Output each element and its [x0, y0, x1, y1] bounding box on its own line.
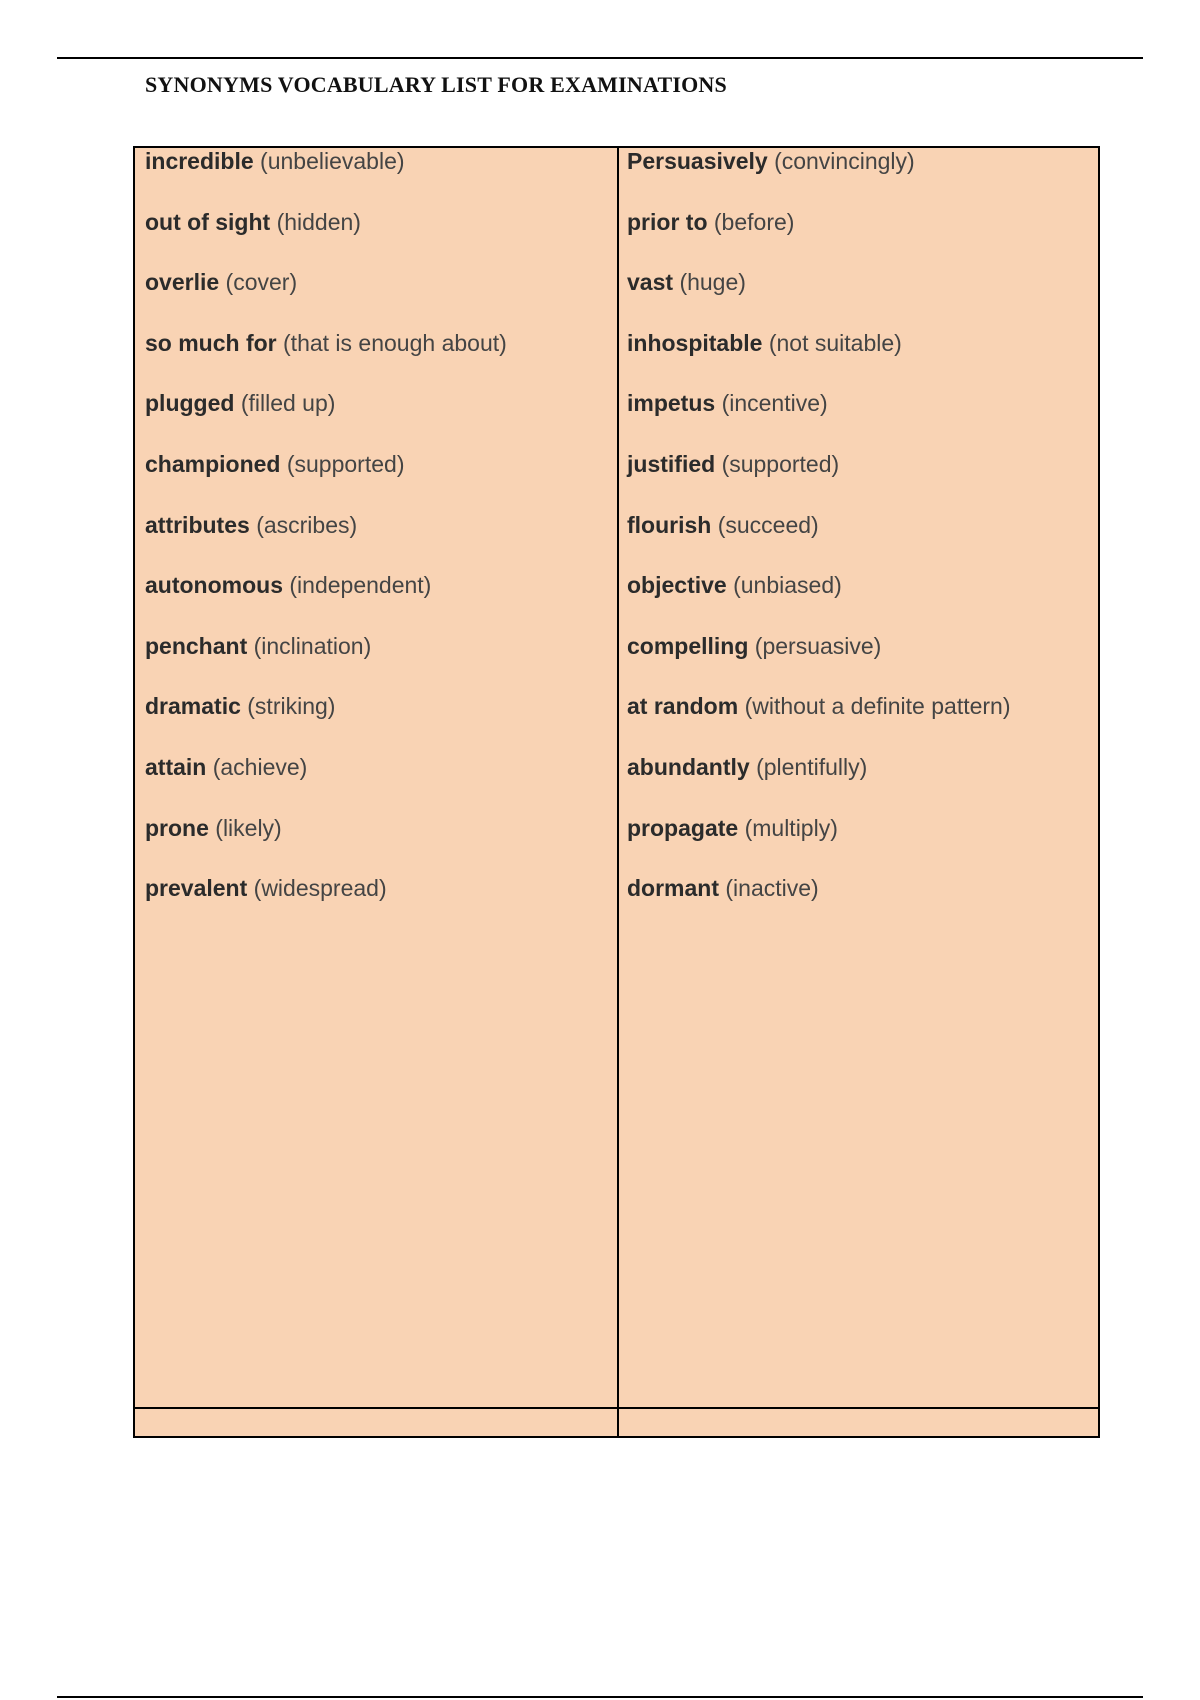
- vocabulary-entry: [145, 815, 610, 876]
- vocabulary-entry: [627, 693, 1092, 754]
- footer-row-divider: [135, 1407, 1098, 1409]
- vocabulary-synonym: (huge): [679, 269, 746, 296]
- vocabulary-synonym: (filled up): [240, 390, 336, 417]
- vocabulary-entry: [145, 693, 610, 754]
- vocabulary-synonym: (multiply): [744, 814, 838, 841]
- vocabulary-term: so much for: [145, 329, 277, 356]
- vocabulary-term: prone: [145, 814, 209, 841]
- vocabulary-term: flourish: [627, 511, 712, 538]
- vocabulary-synonym: (unbiased): [733, 572, 842, 599]
- left-vocabulary-column: [145, 148, 610, 936]
- vocabulary-term: overlie: [145, 269, 220, 296]
- vocabulary-synonym: (supported): [721, 450, 840, 477]
- vocabulary-term: inhospitable: [627, 329, 763, 356]
- vocabulary-entry: [145, 754, 610, 815]
- vocabulary-term: dramatic: [145, 693, 241, 720]
- vocabulary-entry: [627, 633, 1092, 694]
- vocabulary-term: penchant: [145, 632, 248, 659]
- vocabulary-synonym: (supported): [286, 450, 405, 477]
- right-vocabulary-column: [627, 148, 1092, 936]
- vocabulary-term: attain: [145, 753, 207, 780]
- vocabulary-entry: [627, 815, 1092, 876]
- vocabulary-term: objective: [627, 572, 727, 599]
- vocabulary-synonym: (likely): [215, 814, 282, 841]
- vocabulary-synonym: (not suitable): [768, 329, 902, 356]
- vocabulary-entry: [627, 330, 1092, 391]
- vocabulary-entry: [627, 390, 1092, 451]
- vocabulary-synonym: (persuasive): [754, 632, 882, 659]
- vocabulary-synonym: (succeed): [717, 511, 819, 538]
- vocabulary-synonym: (independent): [289, 572, 432, 599]
- vocabulary-synonym: (striking): [247, 693, 336, 720]
- vocabulary-entry: [145, 390, 610, 451]
- vocabulary-synonym: (widespread): [253, 875, 387, 902]
- vocabulary-synonym: (plentifully): [756, 753, 868, 780]
- document-title: SYNONYMS VOCABULARY LIST FOR EXAMINATIONS: [145, 72, 727, 97]
- vocabulary-term: prevalent: [145, 875, 248, 902]
- vocabulary-term: plugged: [145, 390, 235, 417]
- vocabulary-entry: [627, 572, 1092, 633]
- vocabulary-term: compelling: [627, 632, 749, 659]
- vocabulary-entry: [627, 754, 1092, 815]
- vocabulary-term: attributes: [145, 511, 250, 538]
- vocabulary-entry: [627, 148, 1092, 209]
- vocabulary-term: incredible: [145, 148, 254, 174]
- vocabulary-entry: [145, 148, 610, 209]
- vocabulary-term: prior to: [627, 208, 708, 235]
- vocabulary-synonym: (before): [713, 208, 795, 235]
- vocabulary-entry: [627, 209, 1092, 270]
- vocabulary-entry: [627, 875, 1092, 936]
- vocabulary-entry: [145, 330, 610, 391]
- vocabulary-term: propagate: [627, 814, 739, 841]
- vocabulary-term: Persuasively: [627, 148, 768, 174]
- vocabulary-term: championed: [145, 450, 281, 477]
- vocabulary-synonym: (hidden): [276, 208, 361, 235]
- vocabulary-term: at random: [627, 693, 739, 720]
- vocabulary-entry: [145, 875, 610, 936]
- vocabulary-term: justified: [627, 450, 716, 477]
- vocabulary-entry: [627, 512, 1092, 573]
- vocabulary-synonym: (without a definite pattern): [744, 693, 1011, 720]
- vocabulary-synonym: (incentive): [721, 390, 828, 417]
- vocabulary-synonym: (cover): [225, 269, 298, 296]
- vocabulary-entry: [627, 269, 1092, 330]
- vocabulary-synonym: (achieve): [212, 753, 308, 780]
- vocabulary-entry: [145, 572, 610, 633]
- vocabulary-entry: [145, 633, 610, 694]
- vocabulary-term: autonomous: [145, 572, 283, 599]
- vocabulary-entry: [145, 451, 610, 512]
- vocabulary-entry: [145, 269, 610, 330]
- vocabulary-synonym: (inclination): [253, 632, 372, 659]
- vocabulary-entry: [145, 512, 610, 573]
- vocabulary-term: dormant: [627, 875, 719, 902]
- vocabulary-entry: [145, 209, 610, 270]
- header-rule: [57, 57, 1143, 59]
- vocabulary-term: out of sight: [145, 208, 271, 235]
- vocabulary-term: vast: [627, 269, 674, 296]
- vocabulary-synonym: (ascribes): [256, 511, 358, 538]
- footer-rule: [57, 1696, 1143, 1698]
- vocabulary-synonym: (that is enough about): [283, 329, 507, 356]
- vocabulary-term: impetus: [627, 390, 716, 417]
- vocabulary-table: [133, 146, 1100, 1438]
- vocabulary-synonym: (unbelievable): [260, 148, 405, 174]
- column-divider: [617, 148, 619, 1436]
- vocabulary-synonym: (convincingly): [774, 148, 915, 174]
- vocabulary-term: abundantly: [627, 753, 750, 780]
- vocabulary-entry: [627, 451, 1092, 512]
- vocabulary-synonym: (inactive): [725, 875, 819, 902]
